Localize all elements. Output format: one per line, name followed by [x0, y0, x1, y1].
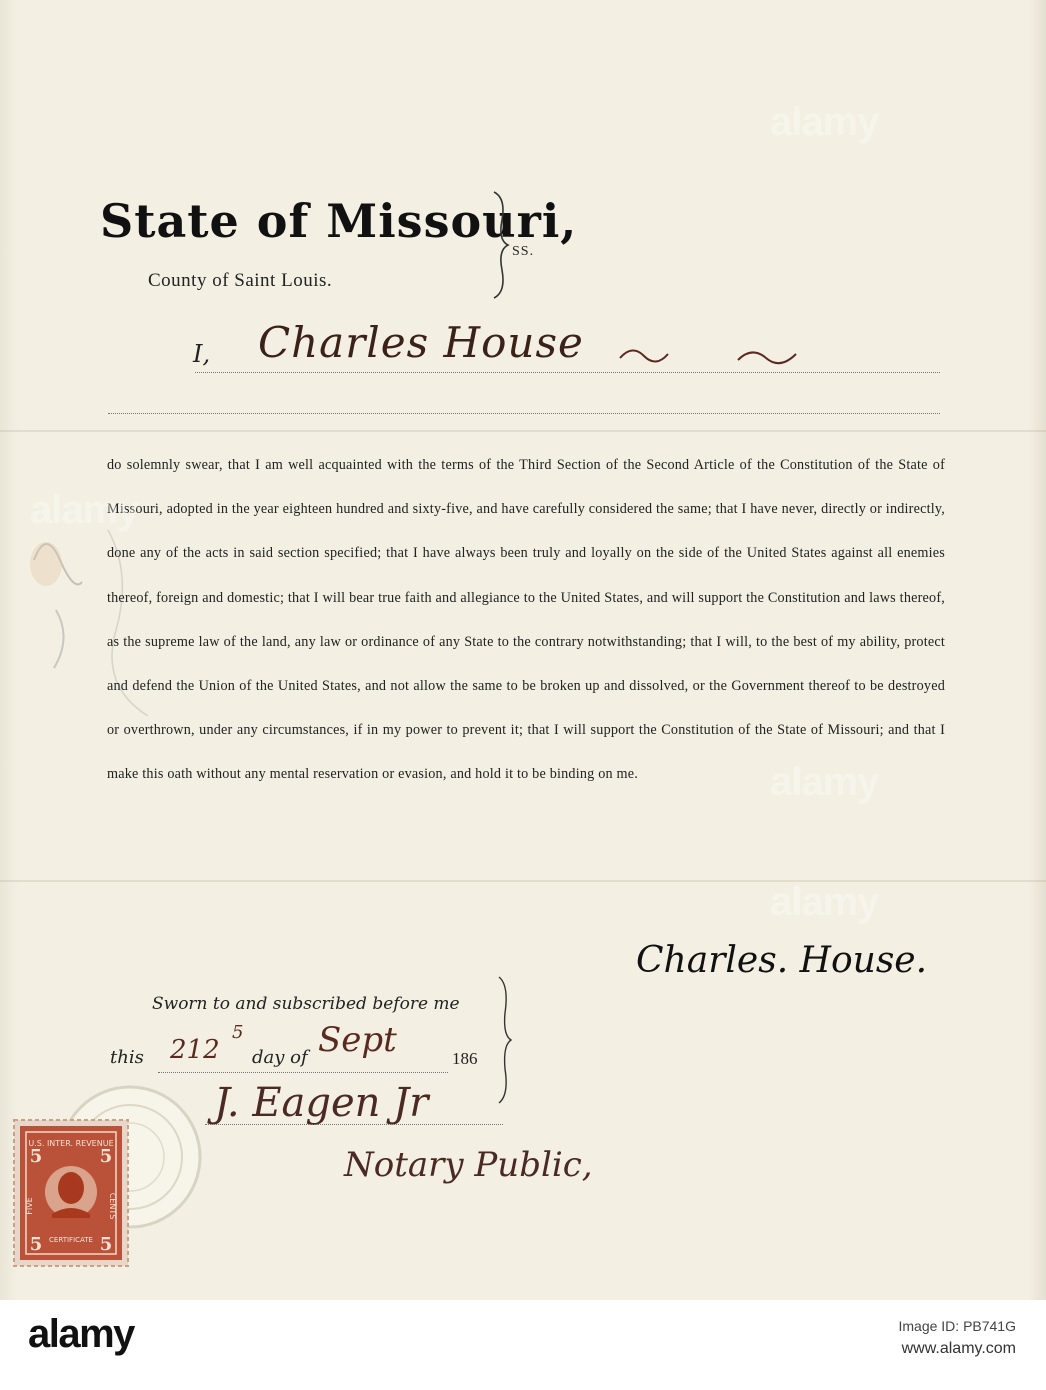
notary-title: Notary Public,: [344, 1145, 593, 1185]
stamp-bottom-text: CERTIFICATE: [49, 1236, 93, 1244]
fold-crease: [0, 430, 1046, 432]
stamp-left-text: FIVE: [25, 1197, 34, 1215]
image-id: Image ID: PB741G: [898, 1318, 1016, 1334]
stamp-denomination-right: 5: [99, 1146, 113, 1167]
left-brace: [488, 190, 512, 300]
watermark: alamy: [770, 880, 879, 924]
affiant-signature: Charles. House.: [636, 940, 928, 981]
name-fill-line: [195, 372, 940, 373]
state-heading: State of Missouri,: [100, 194, 578, 248]
stock-footer: [0, 1300, 1046, 1390]
sworn-statement: Sworn to and subscribed before me: [152, 994, 460, 1014]
day-value: 212: [170, 1035, 220, 1065]
affiant-prefix: I,: [193, 340, 211, 368]
watermark: alamy: [770, 760, 879, 804]
site-url[interactable]: www.alamy.com: [901, 1340, 1016, 1357]
alamy-logo[interactable]: alamy: [28, 1312, 134, 1356]
month-value: Sept: [318, 1020, 397, 1060]
watermark: alamy: [770, 100, 879, 144]
stamp-denomination-bottom-left: 5: [29, 1234, 43, 1255]
stamp-right-text: CENTS: [108, 1192, 117, 1220]
paper-edge-shade: [0, 0, 18, 1300]
fold-crease: [0, 880, 1046, 882]
oath-body: do solemnly swear, that I am well acquainted with the terms of the Third Section of the Second Article of the Constitution of the State of Missouri, adopted in the year eighteen hundred and sixty-five, and have carefully considered the same; that I have never, directly or indirectly, done any of the acts in said section specified; that I have always been truly and loyally on the side of the United States against all enemies thereof, foreign and domestic; that I will bear true faith and allegiance to the United States, and will support the Constitution and laws thereof, as the supreme law of the land, any law or ordinance of any State to the contrary notwithstanding; that I will, to the best of my ability, protect and defend the Union of the United States, and not allow the same to be broken up and dissolved, or the Government thereof to be destroyed or overthrown, under any circumstances, if in my power to prevent it; that I will support the Constitution of the State of Missouri; and that I make this oath without any mental reservation or evasion, and hold it to be binding on me.: [107, 457, 945, 783]
name-fill-line-2: [108, 413, 940, 414]
stamp-denomination-left: 5: [29, 1146, 43, 1167]
paper-edge-shade: [1028, 0, 1046, 1300]
day-of-label: day of: [252, 1047, 308, 1068]
ss-abbreviation: SS.: [512, 244, 535, 259]
year-prefix: 186: [452, 1049, 478, 1068]
county-line: County of Saint Louis.: [148, 270, 333, 291]
notary-fill-line: [205, 1124, 503, 1125]
day-superscript: 5: [232, 1022, 244, 1043]
watermark: alamy: [30, 488, 139, 532]
stamp-top-text: U.S. INTER. REVENUE: [28, 1139, 114, 1148]
stamp-denomination-bottom-right: 5: [99, 1234, 113, 1255]
revenue-stamp: [12, 1118, 130, 1268]
affiant-name: Charles House: [258, 318, 584, 367]
this-label: this: [110, 1047, 144, 1068]
date-fill-line: [158, 1072, 448, 1073]
pen-flourish: [618, 340, 808, 370]
right-brace: [495, 975, 515, 1105]
notary-signature: J. Eagen Jr: [214, 1080, 429, 1126]
